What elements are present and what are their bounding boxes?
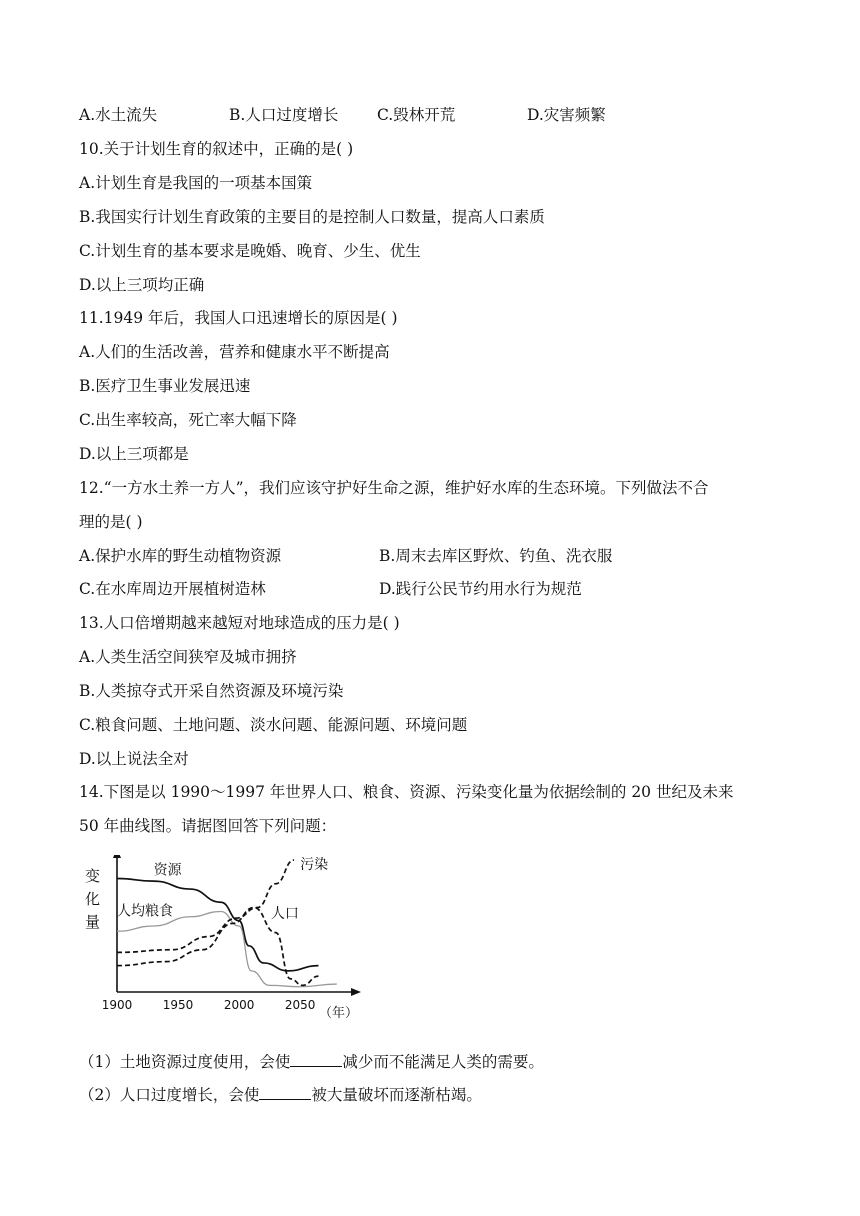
q13-option-b: B.人类掠夺式开采自然资源及环境污染 xyxy=(79,682,344,700)
x-axis-label: （年） xyxy=(319,1006,359,1021)
q14-stem-line2: 50 年曲线图。请据图回答下列问题： xyxy=(79,817,337,835)
q10-option-d: D.以上三项均正确 xyxy=(79,276,205,294)
q9-option-a: A.水土流失 xyxy=(79,106,158,124)
y-axis-label-char: 变 xyxy=(85,867,101,885)
q14-sub1 xyxy=(79,1052,544,1072)
q14-sub2 xyxy=(79,1085,482,1105)
q14-sub1-after: 减少而不能满足人类的需要。 xyxy=(342,1053,544,1071)
q12-option-a: A.保护水库的野生动植物资源 xyxy=(79,547,282,565)
x-tick-label: 2000 xyxy=(223,998,255,1012)
q13-option-a: A.人类生活空间狭窄及城市拥挤 xyxy=(79,648,297,666)
y-axis-label-char: 化 xyxy=(85,890,101,908)
q10-option-c: C.计划生育的基本要求是晚婚、晚育、少生、优生 xyxy=(79,242,421,260)
q9-option-d: D.灾害频繁 xyxy=(527,106,606,124)
x-tick-label: 2050 xyxy=(284,998,316,1012)
q12-option-b: B.周末去库区野炊、钓鱼、洗衣服 xyxy=(379,547,613,565)
x-axis-arrow xyxy=(351,988,361,996)
q12-stem-line1: 12.“一方水土养一方人”，我们应该守护好生命之源，维护好水库的生态环境。下列做法不合 xyxy=(79,479,709,497)
q14-sub2-after: 被大量破坏而逐渐枯竭。 xyxy=(311,1086,482,1104)
answer-blank-2[interactable] xyxy=(259,1085,311,1100)
y-axis-arrow xyxy=(113,855,121,858)
x-tick-label: 1900 xyxy=(101,998,133,1012)
series-label-人口: 人口 xyxy=(270,906,299,923)
q14-sub1-before: （1）土地资源过度使用，会使 xyxy=(79,1053,291,1071)
y-axis-label-char: 量 xyxy=(85,913,101,931)
series-line-人均粮食 xyxy=(117,911,337,986)
series-label-资源: 资源 xyxy=(153,862,182,879)
series-line-资源 xyxy=(117,878,318,970)
q10-option-b: B.我国实行计划生育政策的主要目的是控制人口数量，提高人口素质 xyxy=(79,208,545,226)
series-label-人均粮食: 人均粮食 xyxy=(117,903,173,920)
q13-stem: 13.人口倍增期越来越短对地球造成的压力是( ) xyxy=(79,614,400,632)
q11-stem: 11.1949 年后，我国人口迅速增长的原因是( ) xyxy=(79,309,398,327)
series-label-污染: 污染 xyxy=(300,857,329,874)
q13-option-d: D.以上说法全对 xyxy=(79,750,189,768)
q12-option-d: D.践行公民节约用水行为规范 xyxy=(379,580,582,598)
q13-option-c: C.粮食问题、土地问题、淡水问题、能源问题、环境问题 xyxy=(79,716,468,734)
q11-option-d: D.以上三项都是 xyxy=(79,445,189,463)
q11-option-a: A.人们的生活改善，营养和健康水平不断提高 xyxy=(79,343,390,361)
q10-stem: 10.关于计划生育的叙述中，正确的是( ) xyxy=(79,140,354,158)
q11-option-c: C.出生率较高，死亡率大幅下降 xyxy=(79,411,297,429)
x-tick-label: 1950 xyxy=(162,998,194,1012)
q14-stem-line1: 14.下图是以 1990～1997 年世界人口、粮食、资源、污染变化量为依据绘制的 20 世纪及未来 xyxy=(79,783,734,801)
q11-option-b: B.医疗卫生事业发展迅速 xyxy=(79,377,251,395)
q14-sub2-before: （2）人口过度增长，会使 xyxy=(79,1086,260,1104)
resource-population-chart xyxy=(79,855,369,1027)
answer-blank-1[interactable] xyxy=(290,1052,342,1067)
q9-option-c: C.毁林开荒 xyxy=(377,106,456,124)
q9-option-b: B.人口过度增长 xyxy=(229,106,339,124)
q10-option-a: A.计划生育是我国的一项基本国策 xyxy=(79,174,313,192)
q12-option-c: C.在水库周边开展植树造林 xyxy=(79,580,266,598)
q12-stem-line2: 理的是( ) xyxy=(79,513,143,531)
